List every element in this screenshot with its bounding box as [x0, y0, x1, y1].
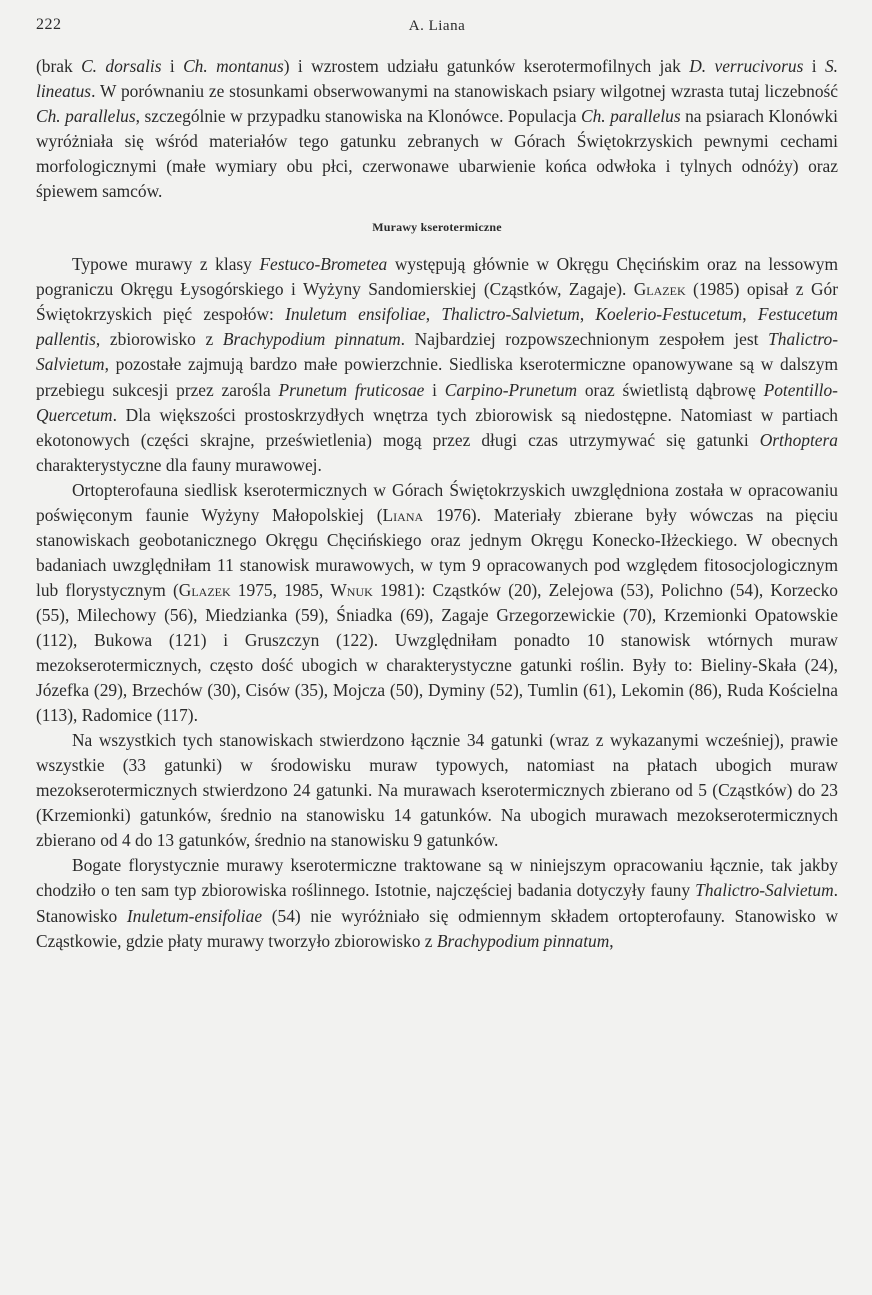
- text-run: na psiarach Klonówki wyróżniała się wśród materiałów tego gatunku zebranych w Górach Świętokrzyskich pewnymi cechami morfologicznymi (małe wymiary obu płci, czerwonawe ubarwienie końca odwłoka i tylnych odnóży) oraz śpiewem samców.: [36, 106, 838, 202]
- taxon-name: Thalictro-Salvietum: [36, 329, 838, 375]
- paragraph-3: [36, 478, 838, 728]
- text-run: 1976). Materiały zbierane były wówczas na pięciu stanowiskach geobotanicznego Okręgu Chęcińskiego oraz jednym Okręgu Konecko-Iłżeckiego. W obecnych badaniach uwzględniłam 11 stanowisk murawowych, w tym 9 opracowanych pod względem fitosocjologicznym lub florystycznym (: [36, 504, 838, 600]
- author-name: Wnuk: [330, 579, 373, 600]
- text-run: oraz świetlistą dąbrowę: [577, 379, 764, 400]
- text-run: Ortopterofauna siedlisk kserotermicznych w Górach Świętokrzyskich uwzględniona została w opracowaniu poświęconym faunie Wyżyny Małopolskiej (: [36, 479, 838, 525]
- paragraph-4: Na wszystkich tych stanowiskach stwierdzono łącznie 34 gatunki (wraz z wykazanymi wcześniej), prawie wszystkie (33 gatunki) w środowisku muraw typowych, natomiast na płatach ubogich muraw mezokserotermicznych stwierdzono 24 gatunki. Na murawach kserotermicznych zbierano od 5 (Cząstków) do 23 (Krzemionki) gatunków, średnio na stanowisku 14 gatunków. Na ubogich murawach mezokserotermicznych zbierano od 4 do 13 gatunków, średnio na stanowisku 9 gatunków.: [36, 730, 838, 851]
- species-name: C. dorsalis: [81, 56, 162, 76]
- body-text: [36, 54, 838, 954]
- text-run: Typowe murawy z klasy: [72, 254, 260, 275]
- taxon-name: Orthoptera: [759, 429, 838, 450]
- taxon-name: Inuletum ensifoliae: [285, 304, 426, 325]
- taxon-name: Festuco-Brometea: [259, 254, 388, 275]
- text-run: , zbiorowisko z: [95, 329, 223, 350]
- taxon-name: Brachypodium pinnatum: [222, 329, 401, 350]
- taxon-name: Potentillo-Quercetum: [36, 379, 838, 425]
- text-run: 1981): Cząstków (20), Zelejowa (53), Polichno (54), Korzecko (55), Milechowy (56), Miedzianka (59), Śniadka (69), Zagaje Grzegorzewickie (70), Krzemionki Opatowskie (112), Bukowa (121) i Gruszczyn (122). Uwzględniłam ponadto 10 stanowisk wtórnych muraw mezokserotermicznych, często dość ubogich w charakterystyczne gatunki roślin. Były to: Bieliny-Skała (24), Józefka (29), Brzechów (30), Cisów (35), Mojcza (50), Dyminy (52), Tumlin (61), Lekomin (86), Ruda Kościelna (113), Radomice (117).: [36, 579, 838, 726]
- text-run: . W porównaniu ze stosunkami obserwowanymi na stanowiskach psiary wilgotnej wzrasta tutaj liczebność: [91, 81, 838, 102]
- text-run: . Dla większości prostoskrzydłych wnętrza tych zbiorowisk są niedostępne. Natomiast w partiach ekotonowych (części skrajne, prześwietlenia) mogą przez długi czas utrzymywać się gatunki: [36, 404, 838, 450]
- page-number: 222: [36, 16, 62, 33]
- text-run: i: [424, 379, 445, 400]
- paragraph-5: [36, 853, 838, 953]
- taxon-name: Koelerio-Festucetum: [595, 304, 743, 325]
- text-run: ,: [579, 304, 596, 325]
- section-heading: Murawy kserotermiczne: [372, 220, 502, 235]
- text-run: i: [161, 56, 184, 76]
- species-name: D. verrucivorus: [689, 56, 804, 76]
- text-run: (brak: [36, 56, 82, 76]
- text-run: . Stanowisko: [36, 880, 838, 926]
- taxon-name: Inuletum-ensifoliae: [126, 905, 263, 926]
- text-run: ) i wzrostem udziału gatunków kserotermofilnych jak: [283, 56, 690, 76]
- text-run: , pozostałe zajmują bardzo małe powierzchnie. Siedliska kserotermiczne opanowywane są w dalszym przebiegu sukcesji przez zarośla: [36, 354, 838, 400]
- taxon-name: Festucetum pallentis: [36, 304, 838, 350]
- page-header: [36, 14, 838, 54]
- text-run: charakterystyczne dla fauny murawowej.: [36, 454, 322, 475]
- species-name: S. lineatus: [36, 56, 838, 102]
- text-run: ,: [425, 304, 442, 325]
- text-run: ,: [609, 930, 614, 951]
- text-run: ,: [742, 304, 758, 325]
- taxon-name: Prunetum fruticosae: [278, 379, 425, 400]
- taxon-name: Thalictro-Salvietum: [441, 304, 580, 325]
- species-name: Ch. parallelus: [580, 106, 681, 127]
- author-name: Glazek: [178, 579, 231, 600]
- text-run: występują głównie w Okręgu Chęcińskim oraz na lessowym pograniczu Okręgu Łysogórskiego i Wyżyny Sandomierskiej (Cząstków, Zagaje).: [36, 254, 838, 300]
- text-run: . Najbardziej rozpowszechnionym zespołem jest: [400, 329, 769, 350]
- species-name: Ch. parallelus: [36, 106, 136, 127]
- text-run: , szczególnie w przypadku stanowiska na Klonówce. Populacja: [135, 106, 581, 127]
- author-name: Glazek: [633, 279, 686, 300]
- taxon-name: Carpino-Prunetum: [444, 379, 578, 400]
- text-run: 1975, 1985,: [230, 579, 331, 600]
- text-run: Bogate florystycznie murawy kserotermiczne traktowane są w niniejszym opracowaniu łącznie, tak jakby chodziło o ten sam typ zbiorowiska roślinnego. Istotnie, najczęściej badania dotyczyły fauny: [36, 855, 838, 901]
- text-run: i: [803, 56, 825, 76]
- document-page: [36, 14, 838, 1284]
- paragraph-1: [36, 54, 838, 204]
- paragraph-2: [36, 252, 838, 477]
- species-name: Ch. montanus: [183, 56, 284, 76]
- running-head: A. Liana: [408, 18, 466, 34]
- taxon-name: Brachypodium pinnatum: [436, 930, 610, 951]
- taxon-name: Thalictro-Salvietum: [695, 880, 834, 901]
- author-name: Liana: [382, 504, 424, 525]
- text-run: (54) nie wyróżniało się odmiennym składem ortopterofauny. Stanowisko w Cząstkowie, gdzie płaty murawy tworzyło zbiorowisko z: [36, 905, 838, 951]
- text-run: (1985) opisał z Gór Świętokrzyskich pięć zespołów:: [36, 279, 838, 325]
